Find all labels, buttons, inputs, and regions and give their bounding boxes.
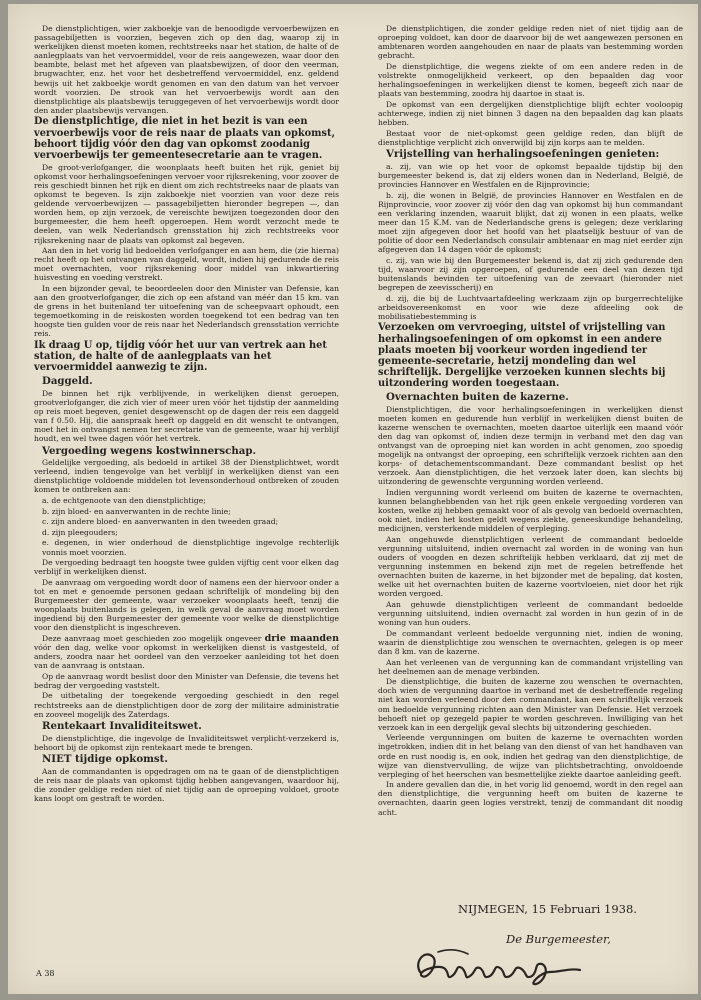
- list-item: d. zij, die bij de Luchtvaartafdeeling werkzaam zijn op burgerrechtelijke arbeidsovereenkomst en voor wie deze afdeeling ook de mobilisatiebestemming is: [378, 293, 683, 321]
- bold-notice: Ik draag U op, tijdig vóór het uur van vertrek aan het station, de halte of de aanlegplaats van het vervoermiddel aanwezig te zijn.: [34, 340, 327, 374]
- paragraph: De dienstplichtige, die wegens ziekte of om een andere reden in de volstrekte onmogelijkheid verkeert, op den bepaalden dag voor herhalingsoefeningen in werkelijken dienst te komen, begeeft zich naar de plaats van bestemming, zoodra hij daartoe in staat is.: [378, 61, 683, 99]
- paragraph: De dienstplichtigen, wier zakboekje van de benoodigde vervoerbewijzen en passagebiljetten is voorzien, begeven zich op den dag, waarop zij in werkelijken dienst moeten komen, rechtstreeks naar het station, de halte of de aanlegplaats van het vervoermiddel, voor de reis aangewezen, waar door den beambte, belast met het afgeven van plaatsbewijzen, of door den veerman, brugwachter, enz. het voor het desbetreffend vervoermiddel, enz. geldend bewijs uit het zakboekje wordt genomen en van den datum van het vervoer wordt voorzien. De strook van het vervoerbewijs wordt aan den dienstplichtige als plaatsbewijs teruggegeven of het vervoerbewijs wordt door den ander plaatsbewijs vervangen.: [34, 24, 339, 115]
- list-item: a. de echtgenoote van den dienstplichtige;: [42, 496, 206, 506]
- list-item: a. zij, van wie op het voor de opkomst bepaalde tijdstip bij den burgemeester bekend is, dat zij elders wonen dan in Nederland, België, de provincies Hannover en Westfalen en de Rijnprovincie;: [378, 161, 683, 189]
- paragraph: De uitbetaling der toegekende vergoeding geschiedt in den regel rechtstreeks aan de dienstplichtigen door de zorg der militaire administratie en zooveel mogelijk des Zaterdags.: [34, 691, 339, 719]
- bold-notice: De dienstplichtige, die niet in het bezit is van een vervoerbewijs voor de reis naar de plaats van opkomst, behoort tijdig vóór den dag van opkomst zoodanig vervoerbewijs ter gemeentesecretarie aan te vragen.: [34, 116, 335, 162]
- paragraph: Aan den in het vorig lid bedoelden verlofganger en aan hem, die (zie hierna) recht heeft op het ontvangen van daggeld, wordt, indien hij gedurende de reis moet overnachten, voor rijksrekening door middel van inkwartiering huisvesting en voeding verstrekt.: [34, 246, 339, 283]
- section-heading: NIET tijdige opkomst.: [42, 753, 168, 766]
- paragraph: Aan ongehuwde dienstplichtigen verleent de commandant bedoelde vergunning uitsluitend, indien overnacht zal worden in de woning van hun ouders of voogden en dezen schriftelijk hebben verklaard, dat zij met de vergunning instemmen en bekend zijn met de regelen betreffende het overnachten buiten de kazerne, in het bijzonder met de bepaling, dat kosten, welke uit het overnachten buiten de kazerne voortvloeien, niet door het rijk worden vergoed.: [378, 534, 683, 599]
- list-item: e. degenen, in wier onderhoud de dienstplichtige ingevolge rechterlijk vonnis moet voorzien.: [42, 538, 339, 557]
- paragraph: De vergoeding bedraagt ten hoogste twee gulden vijftig cent voor elken dag verblijf in werkelijken dienst.: [34, 558, 339, 577]
- document-page: [8, 4, 698, 994]
- paragraph: De opkomst van een dergelijken dienstplichtige blijft echter vooloopig achterwege, indien zij niet binnen 3 dagen na den bepaalden dag kan plaats hebben.: [378, 99, 683, 127]
- signer-title: De Burgemeester,: [506, 932, 611, 946]
- paragraph: De groot-verlofganger, die woonplaats heeft buiten het rijk, geniet bij opkomst voor herhalingsoefeningen vervoer voor rijksrekening, voor zoover de reis geschiedt binnen het rijk en dient om zich rechtstreeks naar de plaats van opkomst te begeven. Is zijn zakboekje niet voorzien van voor deze reis geldende vervoerbewijzen — passagebiljetten hieronder begrepen —, dan worden hem, op zijn verzoek, de vereischte bewijzen toegezonden door den burgemeester, die hem heeft opgeroepen. Hem wordt verzocht mede te deelen, van welk Nederlandsch grensstation hij zich rechtstreeks voor rijksrekening naar de plaats van opkomst zal begeven.: [34, 162, 339, 245]
- paragraph: De aanvraag om vergoeding wordt door of namens een der hiervoor onder a tot en met e genoemde personen gedaan schriftelijk of mondeling bij den Burgemeester der gemeente, waar verzoeker woonplaats heeft, tenzij die woonplaats buitenlands is gelegen, in welk geval de aanvraag moet worden ingediend bij den Burgemeester der gemeente voor welke de dienstplichtige voor den dienstplicht is ingeschreven.: [34, 577, 339, 633]
- paragraph: Bestaat voor de niet-opkomst geen geldige reden, dan blijft de dienstplichtige verplicht zich onverwijld bij zijn korps aan te melden.: [378, 128, 683, 147]
- paragraph: Verleende vergunningen om buiten de kazerne te overnachten worden ingetrokken, indien dit in het belang van den dienst of van het handhaven van orde en rust noodig is, en ook, indien het gedrag van den dienstplichtige, de wijze van dienstvervulling, de wijze van plichtsbetrachting, onvoldoende verpleging of het heerschen van besmettelijke ziekte daartoe aanleiding geeft.: [378, 733, 683, 779]
- left-column: [34, 24, 339, 805]
- section-heading: Overnachten buiten de kazerne.: [386, 391, 569, 404]
- place-city: NIJMEGEN,: [458, 902, 528, 916]
- paragraph: Aan het verleenen van de vergunning kan de commandant vrijstelling van het deelnemen aan de menage verbinden.: [378, 657, 683, 676]
- list-item: d. zijn pleegouders;: [42, 527, 118, 537]
- text-span: vóór den dag, welke voor opkomst in werkelijken dienst is vastgesteld, of anders, zoodra naar het oordeel van den verzoeker aanleiding tot het doen van de aanvraag is ontstaan.: [34, 642, 339, 671]
- text-span: Deze aanvraag moet geschieden zoo mogelijk ongeveer: [42, 633, 262, 643]
- signature-image: [410, 942, 600, 990]
- list-item: b. zij, die wonen in België, de provincies Hannover en Westfalen en de Rijnprovincie, voor zoover zij vóór den dag van opkomst bij hun commandant een verklaring inzenden, waaruit blijkt, dat zij wonen in een plaats, welke meer dan 15 K.M. van de Nederlandsche grens is gelegen; deze verklaring moet zijn afgegeven door het hoofd van het plaatselijk bestuur of van de politie of door een Nederlandsch consulair ambtenaar en mag niet eerder zijn afgegeven dan 14 dagen vóór de opkomst;: [378, 190, 683, 255]
- list-item: c. zijn andere bloed- en aanverwanten in den tweeden graad;: [42, 517, 279, 527]
- date: 15 Februari 1938.: [531, 902, 637, 916]
- bold-emphasis: drie maanden: [264, 632, 339, 644]
- right-column: [378, 24, 683, 818]
- paragraph: De dienstplichtige, die buiten de kazerne zou wenschen te overnachten, doch wien de vergunning daartoe in verband met de desbetreffende regeling niet kan worden verleend door den commandant, kan een schriftelijk verzoek om bedoelde vergunning richten aan den Minister van Defensie. Het verzoek behoeft niet op gezegeld papier te worden geschreven. Inwilliging van het verzoek kan in een dergelijk geval slechts bij uitzondering geschieden.: [378, 677, 683, 732]
- paragraph: Geldelijke vergoeding, als bedoeld in artikel 38 der Dienstplichtwet, wordt verleend, indien tengevolge van het verblijf in werkelijken dienst van een dienstplichtige voldoende middelen tot levensonderhoud ontbreken of zouden komen te ontbreken aan:: [34, 458, 339, 495]
- section-heading: Vergoeding wegens kostwinnerschap.: [42, 444, 257, 457]
- paragraph: De dienstplichtigen, die zonder geldige reden niet of niet tijdig aan de oproeping voldoet, kan door de daarvoor bij de wet aangewezen personen en ambtenaren worden aangehouden en naar de plaats van bestemming worden gebracht.: [378, 24, 683, 61]
- list-item: b. zijn bloed- en aanverwanten in de rechte linie;: [42, 506, 231, 516]
- place-date: [458, 902, 637, 916]
- list-item: c. zij, van wie bij den Burgemeester bekend is, dat zij zich gedurende den tijd, waarvoor zij zijn opgeroepen, of gedurende een deel van dezen tijd buitenslands bevinden ter uitoefening van de zeevaart (hieronder niet begrepen de zeevisscherij) en: [378, 255, 683, 292]
- paragraph: De commandant verleent bedoelde vergunning niet, indien de woning, waarin de dienstplichtige zou wenschen te overnachten, gelegen is op meer dan 8 km. van de kazerne.: [378, 628, 683, 656]
- paragraph: In andere gevallen dan die, in het vorig lid genoemd, wordt in den regel aan den dienstplichtige, die vergunning heeft om buiten de kazerne te overnachten, daarin geen logies verstrekt, tenzij de commandant dit noodig acht.: [378, 780, 683, 817]
- section-heading: Vrijstelling van herhalingsoefeningen genieten:: [386, 148, 660, 161]
- bold-notice: Verzoeken om vervroeging, uitstel of vrijstelling van herhalingsoefeningen of om opkomst in een andere plaats moeten bij voorkeur worden ingediend ter gemeente-secretarie, hetzij mondeling dan wel schriftelijk. Dergelijke verzoeken kunnen slechts bij uitzondering worden toegestaan.: [378, 322, 666, 390]
- section-heading: Daggeld.: [42, 375, 93, 388]
- paragraph: De dienstplichtige, die ingevolge de Invaliditeitswet verplicht-verzekerd is, behoort bij de opkomst zijn rentekaart mede te brengen.: [34, 733, 339, 752]
- paragraph: In een bijzonder geval, te beoordeelen door den Minister van Defensie, kan aan den grootverlofganger, die zich op een afstand van méér dan 15 km. van de grens in het buitenland ter uitoefening van de scheepvaart ophoudt, een tegemoetkoming in de reiskosten worden toegekend tot een bedrag van ten hoogste tien gulden voor de reis naar het Nederlandsch grensstation verrichte reis.: [34, 283, 339, 339]
- paragraph: De binnen het rijk verblijvende, in werkelijken dienst geroepen, grootverlofganger, die zich vier of meer uren vóór het tijdstip der aanmelding op reis moet begeven, geniet desgewenscht op de dagen der reis een daggeld van f 0.50. Hij, die aanspraak heeft op daggeld en dit wenscht te ontvangen, moet het in ontvangst nemen ter secretarie van de gemeente, waar hij verblijf houdt, en wel twee dagen vóór het vertrek.: [34, 388, 339, 444]
- form-code: A 38: [36, 969, 55, 978]
- paragraph: Aan gehuwde dienstplichtigen verleent de commandant bedoelde vergunning uitsluitend, indien overnacht zal worden in hun gezin of in de woning van hun ouders.: [378, 600, 683, 628]
- paragraph: [34, 634, 339, 670]
- paragraph: Dienstplichtigen, die voor herhalingsoefeningen in werkelijken dienst moeten komen en gedurende hun verblijf in werkelijken dienst buiten de kazerne wenschen te overnachten, moeten daartoe uiterlijk een maand vóór den dag van opkomst of, indien deze termijn in verband met den dag van ontvangst van de oproeping niet kan worden in acht genomen, zoo spoedig mogelijk na ontvangst der oproeping, een schriftelijk verzoek richten aan den korps- of detachementscommandant. Deze commandant beslist op het verzoek. Aan dienstplichtigen, die het verzoek later doen, kan slechts bij uitzondering de gewenschte vergunning worden verleend.: [378, 404, 683, 487]
- paragraph: Indien vergunning wordt verleend om buiten de kazerne te overnachten, kunnen belanghebbenden van het rijk geen enkele vergoeding vorderen van kosten, welke zij hebben gemaakt voor of als gevolg van bedoeld overnachten, ook niet, indien het kosten geldt wegens ziekte, geneeskundige behandeling, medicijnen, versterkende middelen of verpleging.: [378, 487, 683, 534]
- paragraph: Op de aanvraag wordt beslist door den Minister van Defensie, die tevens het bedrag der vergoeding vaststelt.: [34, 671, 339, 690]
- paragraph: Aan de commandanten is opgedragen om na te gaan of de dienstplichtigen de reis naar de plaats van opkomst tijdig hebben aangevangen, waardoor hij, die zonder geldige reden niet of niet tijdig aan de oproeping voldoet, groote kans loopt om gestraft te worden.: [34, 766, 339, 804]
- section-heading: Rentekaart Invaliditeitswet.: [42, 720, 202, 733]
